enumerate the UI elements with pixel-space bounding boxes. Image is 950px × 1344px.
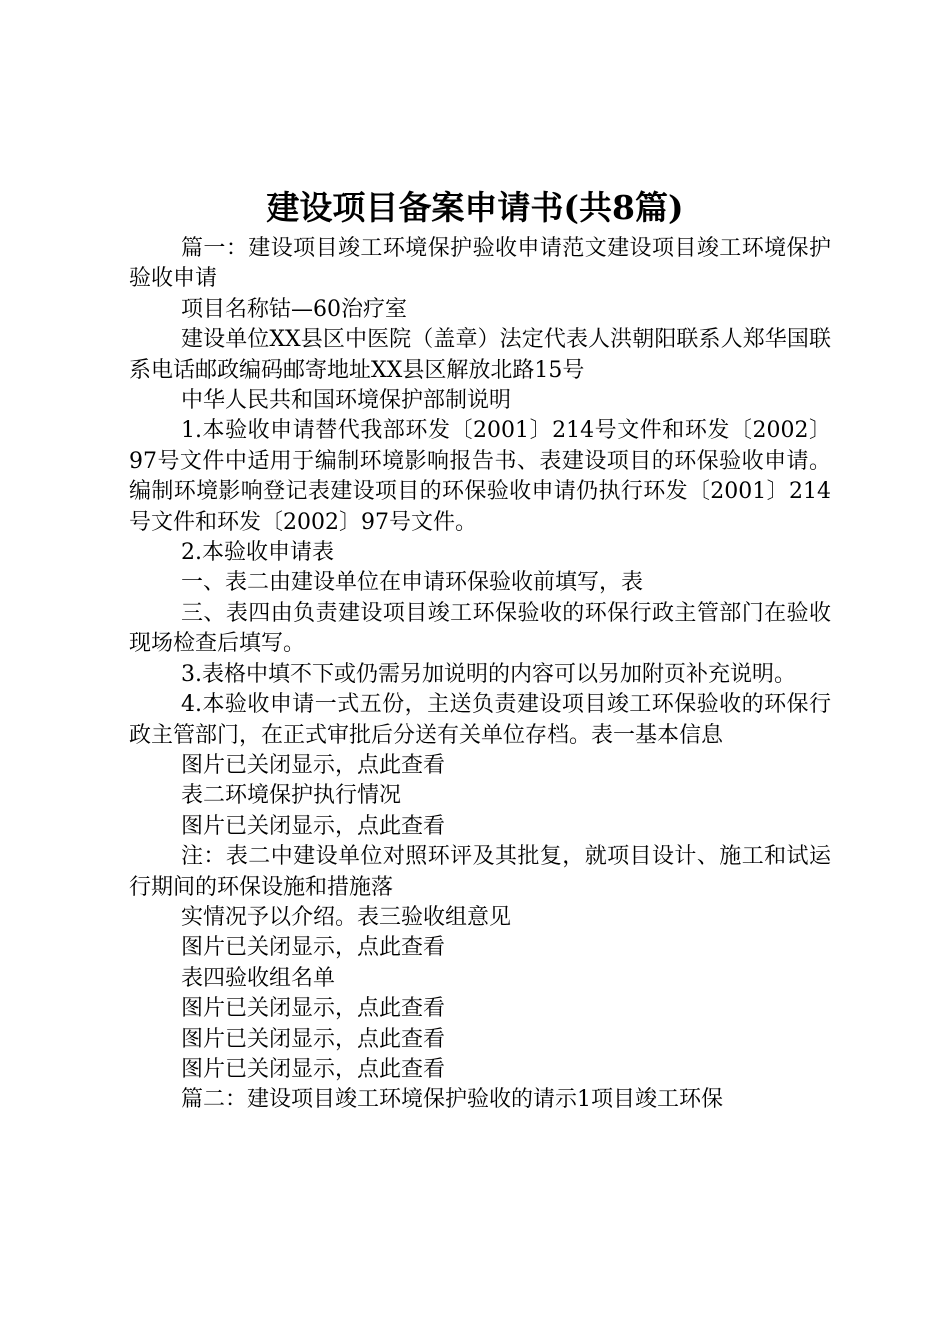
paragraph: 篇二：建设项目竣工环境保护验收的请示1项目竣工环保 — [181, 1087, 723, 1113]
paragraph: 中华人民共和国环境保护部制说明 — [181, 388, 512, 414]
paragraph: 注：表二中建设单位对照环评及其批复，就项目设计、施工和试运行期间的环保设施和措施落 — [129, 844, 831, 900]
paragraph: 表二环境保护执行情况 — [181, 783, 402, 809]
paragraph: 4.本验收申请一式五份，主送负责建设项目竣工环保验收的环保行政主管部门，在正式审批后分送有关单位存档。表一基本信息 — [129, 692, 831, 748]
paragraph: 篇一：建设项目竣工环境保护验收申请范文建设项目竣工环境保护验收申请 — [129, 236, 831, 292]
image-placeholder-link[interactable]: 图片已关闭显示，点此查看 — [181, 996, 446, 1022]
document-title: 建设项目备案申请书(共8篇) — [266, 188, 684, 227]
paragraph: 2.本验收申请表 — [181, 540, 334, 566]
paragraph: 建设单位XX县区中医院（盖章）法定代表人洪朝阳联系人郑华国联系电话邮政编码邮寄地址XX县区解放北路15号 — [129, 327, 831, 383]
paragraph: 实情况予以介绍。表三验收组意见 — [181, 904, 512, 930]
image-placeholder-link[interactable]: 图片已关闭显示，点此查看 — [181, 935, 446, 961]
paragraph: 项目名称钴—60治疗室 — [181, 296, 407, 322]
paragraph: 3.表格中填不下或仍需另加说明的内容可以另加附页补充说明。 — [181, 661, 796, 687]
image-placeholder-link[interactable]: 图片已关闭显示，点此查看 — [181, 813, 446, 839]
paragraph: 表四验收组名单 — [181, 965, 336, 991]
paragraph: 一、表二由建设单位在申请环保验收前填写，表 — [181, 570, 644, 596]
document-body — [129, 234, 831, 1116]
image-placeholder-link[interactable]: 图片已关闭显示，点此查看 — [181, 1056, 446, 1082]
paragraph: 三、表四由负责建设项目竣工环保验收的环保行政主管部门在验收现场检查后填写。 — [129, 600, 831, 657]
image-placeholder-link[interactable]: 图片已关闭显示，点此查看 — [181, 1026, 446, 1052]
paragraph: 1.本验收申请替代我部环发〔2001〕214号文件和环发〔2002〕97号文件中适用于编制环境影响报告书、表建设项目的环保验收申请。编制环境影响登记表建设项目的环保验收申请仍执行环发〔2001〕214号文件和环发〔2002〕97号文件。 — [129, 418, 831, 535]
image-placeholder-link[interactable]: 图片已关闭显示，点此查看 — [181, 752, 446, 778]
